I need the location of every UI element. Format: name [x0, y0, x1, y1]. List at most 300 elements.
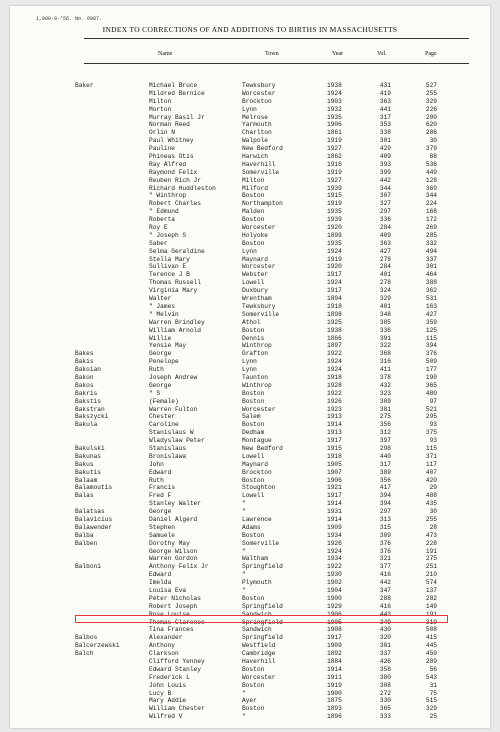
town-cell: Haverhill: [242, 160, 276, 168]
volume-cell: 381: [379, 405, 391, 413]
surname-cell: Balas: [75, 492, 94, 500]
table-row: [10, 626, 490, 634]
year-cell: 1938: [327, 82, 342, 89]
volume-cell: 317: [379, 460, 391, 468]
volume-cell: 368: [379, 350, 391, 358]
year-cell: 1926: [327, 539, 342, 547]
page-cell: 369: [425, 184, 437, 192]
volume-cell: 443: [379, 610, 391, 618]
table-row: [10, 540, 490, 548]
volume-cell: 389: [379, 468, 391, 476]
year-cell: 1904: [327, 587, 342, 594]
page-cell: 117: [425, 460, 437, 468]
town-cell: Worcester: [242, 89, 276, 97]
given-name-cell: Dorothy May: [149, 539, 190, 547]
volume-cell: 278: [379, 279, 391, 287]
volume-cell: 358: [379, 665, 391, 673]
surname-cell: Balbos: [75, 634, 98, 642]
page-cell: 282: [425, 594, 437, 602]
volume-cell: 394: [379, 492, 391, 500]
page-cell: 88: [429, 153, 437, 161]
town-cell: Springfield: [242, 563, 283, 571]
volume-cell: 348: [379, 310, 391, 318]
page-cell: 509: [425, 358, 437, 366]
year-cell: 1919: [327, 137, 342, 145]
table-row: [10, 508, 490, 516]
table-row: [10, 650, 490, 658]
form-id: 1,000-9-'56. No. 6087.: [36, 16, 103, 22]
town-cell: ": [242, 689, 246, 697]
page-cell: 25: [429, 713, 437, 721]
table-row: [10, 398, 490, 406]
town-cell: Webster: [242, 271, 268, 279]
year-cell: 1925: [327, 318, 342, 326]
given-name-cell: " Winthrop: [149, 192, 187, 200]
town-cell: Lowell: [242, 452, 265, 460]
volume-cell: 275: [379, 413, 391, 421]
volume-cell: 307: [379, 192, 391, 200]
year-cell: 1928: [327, 381, 342, 389]
page-cell: 56: [429, 665, 437, 673]
volume-cell: 441: [379, 105, 391, 113]
table-row: [10, 682, 490, 690]
given-name-cell: Murray Basil Jr: [149, 113, 205, 121]
table-row: [10, 303, 490, 311]
year-cell: 1862: [327, 153, 342, 161]
table-row: [10, 705, 490, 713]
page-cell: 30: [429, 508, 437, 516]
table-row: [10, 129, 490, 137]
table-row: [10, 484, 490, 492]
given-name-cell: Stephen: [149, 523, 175, 531]
year-cell: 1911: [327, 673, 342, 681]
page-cell: 301: [425, 263, 437, 271]
year-cell: 1920: [327, 263, 342, 271]
table-row: [10, 279, 490, 287]
volume-cell: 313: [379, 515, 391, 523]
year-cell: 1934: [327, 555, 342, 563]
page-cell: 376: [425, 350, 437, 358]
page-cell: 29: [429, 484, 437, 492]
given-name-cell: (Female): [149, 397, 179, 405]
given-name-cell: Walter: [149, 295, 172, 303]
table-row: [10, 390, 490, 398]
page-cell: 375: [425, 429, 437, 437]
volume-cell: 297: [379, 508, 391, 516]
volume-cell: 397: [379, 437, 391, 445]
table-row: [10, 177, 490, 185]
volume-cell: 416: [379, 602, 391, 610]
town-cell: Boston: [242, 389, 265, 397]
table-row: [10, 587, 490, 595]
volume-cell: 353: [379, 121, 391, 129]
header-rule-top: [84, 38, 469, 39]
volume-cell: 288: [379, 594, 391, 602]
given-name-cell: Yensie May: [149, 342, 187, 350]
year-cell: 1902: [327, 579, 342, 587]
table-row: [10, 666, 490, 674]
year-cell: 1935: [327, 239, 342, 247]
town-cell: Brockton: [242, 468, 272, 476]
year-cell: 1930: [327, 571, 342, 579]
year-cell: 1924: [327, 89, 342, 97]
given-name-cell: Phineas Otis: [149, 153, 194, 161]
page-cell: 365: [425, 381, 437, 389]
year-cell: 1915: [327, 192, 342, 200]
table-row: [10, 634, 490, 642]
page-cell: 149: [425, 602, 437, 610]
volume-cell: 336: [379, 216, 391, 224]
given-name-cell: Fred F: [149, 492, 172, 500]
page-cell: 255: [425, 89, 437, 97]
town-cell: Lynn: [242, 247, 257, 255]
volume-cell: 426: [379, 658, 391, 666]
page-cell: 359: [425, 318, 437, 326]
given-name-cell: Robert Charles: [149, 200, 201, 208]
table-row: [10, 240, 490, 248]
table-row: [10, 327, 490, 335]
volume-cell: 284: [379, 263, 391, 271]
year-cell: 1918: [327, 373, 342, 381]
given-name-cell: Ruth: [149, 366, 164, 374]
page-cell: 435: [425, 500, 437, 508]
table-row: [10, 445, 490, 453]
given-name-cell: Raymond Felix: [149, 168, 198, 176]
town-cell: Boston: [242, 476, 265, 484]
given-name-cell: George: [149, 508, 172, 516]
volume-cell: 338: [379, 129, 391, 137]
table-row: [10, 208, 490, 216]
volume-cell: 380: [379, 673, 391, 681]
year-cell: 1914: [327, 421, 342, 429]
town-cell: Lawrence: [242, 515, 272, 523]
town-cell: Athol: [242, 318, 261, 326]
surname-cell: Bakis: [75, 358, 94, 366]
town-cell: New Bedford: [242, 145, 283, 153]
given-name-cell: William Arnold: [149, 326, 201, 334]
given-name-cell: George: [149, 350, 172, 358]
page-cell: 191: [425, 547, 437, 555]
town-cell: Lowell: [242, 492, 265, 500]
surname-cell: Balben: [75, 539, 98, 547]
town-cell: Boston: [242, 239, 265, 247]
given-name-cell: Penelope: [149, 358, 179, 366]
given-name-cell: Norman Reed: [149, 121, 190, 129]
table-row: [10, 516, 490, 524]
table-row: [10, 335, 490, 343]
town-cell: ": [242, 500, 246, 508]
page-cell: 226: [425, 105, 437, 113]
page-cell: 527: [425, 82, 437, 89]
year-cell: 1921: [327, 484, 342, 492]
given-name-cell: Daniel Algerd: [149, 515, 198, 523]
year-cell: 1918: [327, 302, 342, 310]
year-cell: 1892: [327, 650, 342, 658]
page-cell: 420: [425, 476, 437, 484]
page-cell: 137: [425, 587, 437, 594]
town-cell: Duxbury: [242, 287, 268, 295]
page-cell: 285: [425, 231, 437, 239]
page-cell: 251: [425, 563, 437, 571]
given-name-cell: Morton: [149, 105, 172, 113]
given-name-cell: Selma Geraldine: [149, 247, 205, 255]
year-cell: 1922: [327, 389, 342, 397]
page-cell: 228: [425, 539, 437, 547]
given-name-cell: Joseph Andrew: [149, 373, 198, 381]
given-name-cell: Clifford Yenney: [149, 658, 205, 666]
year-cell: 1903: [327, 97, 342, 105]
surname-cell: Balavicius: [75, 515, 113, 523]
given-name-cell: Robert Joseph: [149, 602, 198, 610]
volume-cell: 309: [379, 531, 391, 539]
given-name-cell: Orlin N: [149, 129, 175, 137]
year-cell: 1926: [327, 397, 342, 405]
table-row: [10, 366, 490, 374]
table-row: [10, 500, 490, 508]
year-cell: 1917: [327, 634, 342, 642]
given-name-cell: Saber: [149, 239, 168, 247]
table-row: [10, 319, 490, 327]
page-cell: 388: [425, 279, 437, 287]
table-row: [10, 121, 490, 129]
page-title: INDEX TO CORRECTIONS OF AND ADDITIONS TO BIRTHS IN MASSACHUSETTS: [102, 25, 398, 34]
surname-cell: Balamoutis: [75, 484, 113, 492]
header-page: Page: [425, 51, 437, 57]
year-cell: 1913: [327, 429, 342, 437]
page-cell: 445: [425, 642, 437, 650]
year-cell: 1917: [327, 271, 342, 279]
town-cell: Somerville: [242, 539, 280, 547]
volume-cell: 401: [379, 302, 391, 310]
given-name-cell: Willie: [149, 334, 172, 342]
given-name-cell: Edward: [149, 571, 172, 579]
town-cell: Boston: [242, 681, 265, 689]
year-cell: 1922: [327, 563, 342, 571]
page-cell: 371: [425, 452, 437, 460]
table-row: [10, 453, 490, 461]
town-cell: Plymouth: [242, 579, 272, 587]
page-cell: 177: [425, 366, 437, 374]
page-cell: 93: [429, 437, 437, 445]
town-cell: Salem: [242, 413, 261, 421]
year-cell: 1935: [327, 208, 342, 216]
page-cell: 450: [425, 650, 437, 658]
volume-cell: 365: [379, 705, 391, 713]
surname-cell: Bakoian: [75, 366, 101, 374]
surname-cell: Bakunas: [75, 452, 101, 460]
table-row: [10, 413, 490, 421]
town-cell: Milton: [242, 176, 265, 184]
year-cell: 1899: [327, 231, 342, 239]
index-table: [10, 82, 490, 721]
town-cell: Yarmouth: [242, 121, 272, 129]
highlighted-row-box: [75, 615, 448, 623]
given-name-cell: Stanislaus W: [149, 429, 194, 437]
town-cell: Boston: [242, 421, 265, 429]
volume-cell: 272: [379, 689, 391, 697]
volume-cell: 330: [379, 697, 391, 705]
town-cell: New Bedford: [242, 444, 283, 452]
page-cell: 543: [425, 673, 437, 681]
year-cell: 1919: [327, 255, 342, 263]
surname-cell: Baker: [75, 82, 94, 89]
town-cell: Holyoke: [242, 231, 268, 239]
volume-cell: 429: [379, 145, 391, 153]
year-cell: 1939: [327, 184, 342, 192]
page-cell: 344: [425, 192, 437, 200]
volume-cell: 322: [379, 342, 391, 350]
given-name-cell: Clarkson: [149, 650, 179, 658]
volume-cell: 440: [379, 452, 391, 460]
table-row: [10, 697, 490, 705]
given-name-cell: Samuele: [149, 531, 175, 539]
page-cell: 620: [425, 121, 437, 129]
year-cell: 1919: [327, 168, 342, 176]
town-cell: ": [242, 571, 246, 579]
given-name-cell: Pauline: [149, 145, 175, 153]
table-row: [10, 555, 490, 563]
table-row: [10, 461, 490, 469]
year-cell: 1914: [327, 515, 342, 523]
town-cell: Charlton: [242, 129, 272, 137]
year-cell: 1917: [327, 287, 342, 295]
volume-cell: 315: [379, 523, 391, 531]
volume-cell: 409: [379, 153, 391, 161]
table-row: [10, 674, 490, 682]
table-row: [10, 374, 490, 382]
page-cell: 362: [425, 287, 437, 295]
page-cell: 191: [425, 610, 437, 618]
page-cell: 427: [425, 310, 437, 318]
town-cell: Boston: [242, 531, 265, 539]
given-name-cell: Bronislawa: [149, 452, 187, 460]
volume-cell: 409: [379, 231, 391, 239]
header-rule-bottom: [84, 63, 469, 64]
header-town: Town: [265, 51, 279, 57]
given-name-cell: Warren Gordon: [149, 555, 198, 563]
page-cell: 574: [425, 579, 437, 587]
page-cell: 536: [425, 160, 437, 168]
year-cell: 1915: [327, 444, 342, 452]
volume-cell: 324: [379, 287, 391, 295]
given-name-cell: Edward Stanley: [149, 665, 201, 673]
year-cell: 1924: [327, 358, 342, 366]
header-year: Year: [332, 51, 344, 57]
page-cell: 494: [425, 247, 437, 255]
town-cell: Dennis: [242, 334, 265, 342]
table-row: [10, 477, 490, 485]
table-row: [10, 713, 490, 721]
page-cell: 224: [425, 200, 437, 208]
table-row: [10, 571, 490, 579]
given-name-cell: Paul Whitney: [149, 137, 194, 145]
table-row: [10, 256, 490, 264]
volume-cell: 378: [379, 373, 391, 381]
year-cell: 1909: [327, 642, 342, 650]
year-cell: 1919: [327, 200, 342, 208]
table-row: [10, 114, 490, 122]
page-cell: 163: [425, 302, 437, 310]
year-cell: 1920: [327, 224, 342, 232]
town-cell: ": [242, 713, 246, 721]
given-name-cell: Anthony: [149, 642, 175, 650]
town-cell: Grafton: [242, 350, 268, 358]
volume-cell: 347: [379, 587, 391, 594]
year-cell: 1917: [327, 492, 342, 500]
volume-cell: 301: [379, 642, 391, 650]
town-cell: Tewksbury: [242, 302, 276, 310]
town-cell: Melrose: [242, 113, 268, 121]
town-cell: Montague: [242, 437, 272, 445]
surname-cell: Bakos: [75, 381, 94, 389]
table-row: [10, 358, 490, 366]
volume-cell: 337: [379, 650, 391, 658]
page-cell: 172: [425, 216, 437, 224]
table-row: [10, 532, 490, 540]
town-cell: Worcester: [242, 263, 276, 271]
town-cell: Harwich: [242, 153, 268, 161]
year-cell: 1914: [327, 500, 342, 508]
page-cell: 473: [425, 531, 437, 539]
page-cell: 449: [425, 168, 437, 176]
given-name-cell: Mildred Bernice: [149, 89, 205, 97]
volume-cell: 333: [379, 713, 391, 721]
given-name-cell: Anthony Felix Jr: [149, 563, 209, 571]
header-vol: Vol.: [377, 51, 387, 57]
page-cell: 329: [425, 97, 437, 105]
given-name-cell: Chester: [149, 413, 175, 421]
year-cell: 1918: [327, 452, 342, 460]
year-cell: 1898: [327, 310, 342, 318]
given-name-cell: Michael Bruce: [149, 82, 198, 89]
given-name-cell: Peter Nicholas: [149, 594, 201, 602]
town-cell: Lowell: [242, 279, 265, 287]
surname-cell: Balcerzewski: [75, 642, 120, 650]
surname-cell: Balawender: [75, 523, 113, 531]
town-cell: Milford: [242, 184, 268, 192]
volume-cell: 317: [379, 113, 391, 121]
town-cell: Haverhill: [242, 658, 276, 666]
volume-cell: 401: [379, 271, 391, 279]
given-name-cell: Imelda: [149, 579, 172, 587]
table-row: [10, 137, 490, 145]
volume-cell: 297: [379, 208, 391, 216]
town-cell: Taunton: [242, 373, 268, 381]
surname-cell: Bakstran: [75, 405, 105, 413]
page-cell: 521: [425, 405, 437, 413]
town-cell: Somerville: [242, 310, 280, 318]
page-cell: 295: [425, 413, 437, 421]
town-cell: Boston: [242, 326, 265, 334]
town-cell: Stoughton: [242, 484, 276, 492]
given-name-cell: Terence J B: [149, 271, 190, 279]
page-cell: 275: [425, 555, 437, 563]
page-cell: 210: [425, 571, 437, 579]
year-cell: 1917: [327, 437, 342, 445]
table-row: [10, 161, 490, 169]
table-row: [10, 98, 490, 106]
page-cell: 28: [429, 523, 437, 531]
town-cell: ": [242, 587, 246, 594]
town-cell: Maynard: [242, 460, 268, 468]
town-cell: Wrentham: [242, 295, 272, 303]
volume-cell: 363: [379, 97, 391, 105]
table-row: [10, 145, 490, 153]
page-cell: 200: [425, 113, 437, 121]
given-name-cell: " S: [149, 389, 161, 397]
year-cell: 1939: [327, 216, 342, 224]
year-cell: 1909: [327, 523, 342, 531]
